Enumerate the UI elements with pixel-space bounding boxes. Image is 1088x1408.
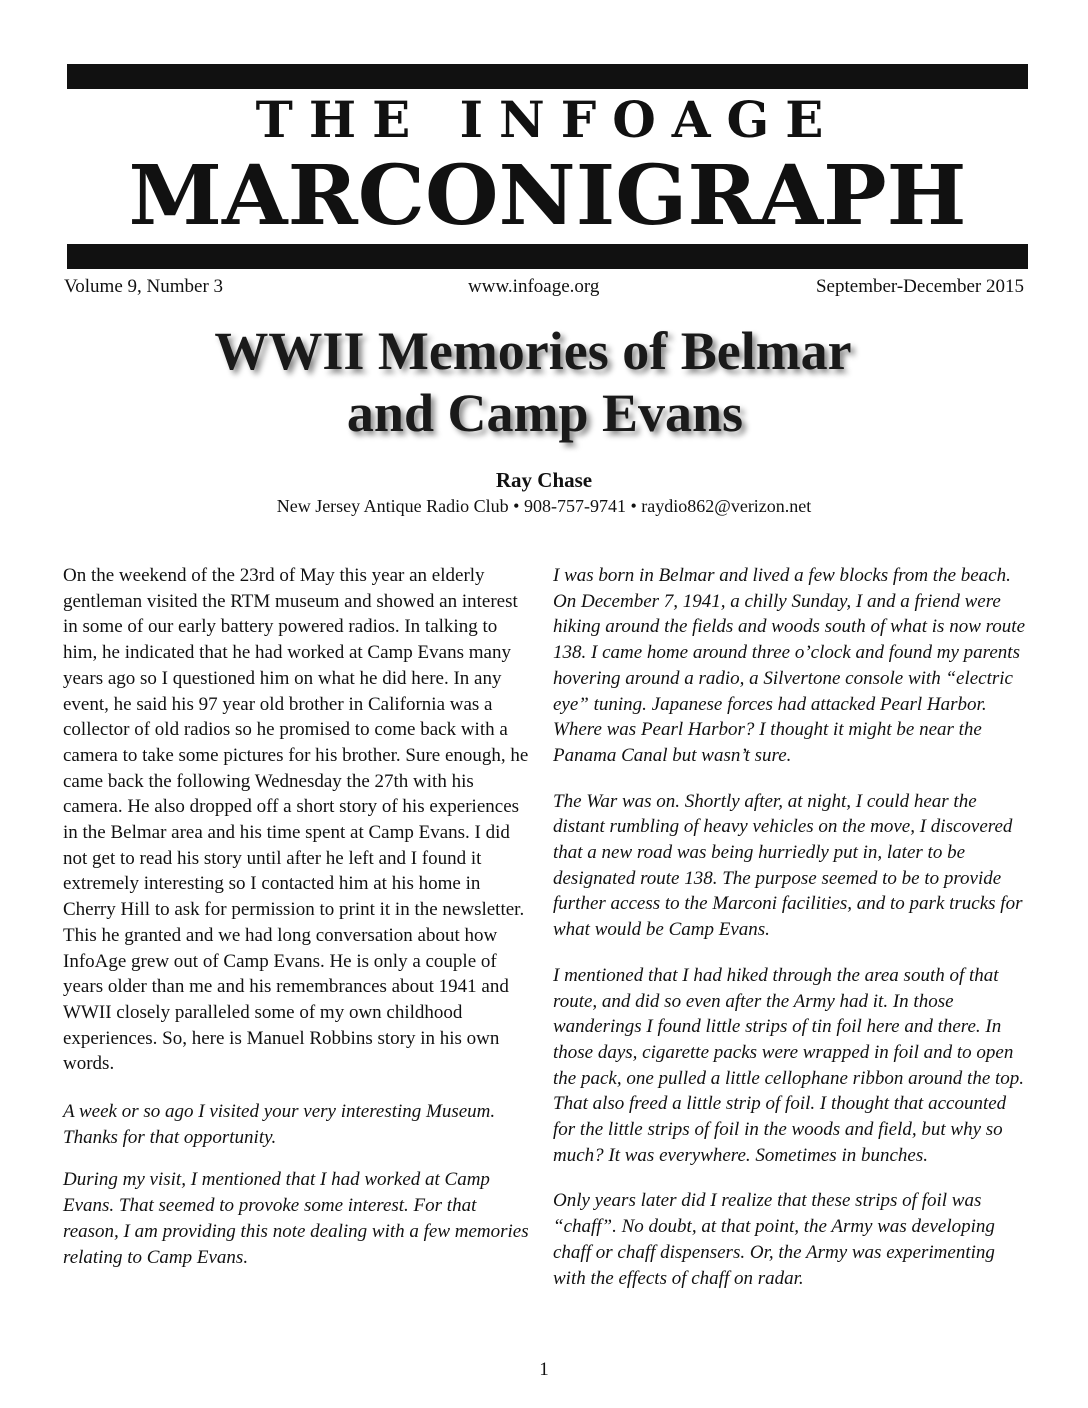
masthead-bottom-bar — [67, 244, 1028, 269]
article-title-line-1: WWII Memories of Belmar — [214, 321, 852, 381]
author-affiliation: New Jersey Antique Radio Club • 908-757-9741 • raydio862@verizon.net — [276, 496, 812, 516]
issue-volume: Volume 9, Number 3 — [64, 276, 224, 297]
masthead-top-bar — [67, 64, 1028, 89]
page-number: 1 — [539, 1359, 549, 1380]
issue-date: September-December 2015 — [815, 276, 1024, 297]
right-column — [553, 563, 1028, 1291]
masthead-line-1: THE INFOAGE — [255, 90, 840, 149]
masthead — [67, 64, 1028, 269]
intro-paragraph: On the weekend of the 23rd of May this year an elderly gentleman visited the RTM museum and showed an interest in some of our early battery powered radios. In talking to him, he indicated that he had worked at Camp Evans many years ago so I questioned him on what he did here. In any event, he said his 97 year old brother in California was a collector of old radios so he promised to come back with a camera to take some pictures for his brother. Sure enough, he came back the following Wednesday the 27th with his camera. He also dropped off a short story of his experiences in the Belmar area and his time spent at Camp Evans. I did not get to read his story until after he left and I found it extremely interesting so I contacted him at his home in Cherry Hill to ask for permission to print it in the newsletter. This he granted and we had long conversation about how InfoAge grew out of Camp Evans. He is only a couple of years older than me and his remembrances about 1941 and WWII closely paralleled some of my own childhood experiences. So, here is Manuel Robbins story in his own words. — [63, 565, 529, 1075]
story-paragraph-4: Only years later did I realize that these strips of foil was “chaff”. No doubt, at that point, the Army was developing chaff or chaff dispensers. Or, the Army was experimenting with the effects of chaff on radar. — [553, 1190, 995, 1289]
quote-paragraph-1: A week or so ago I visited your very interesting Museum. Thanks for that opportunity. — [63, 1101, 496, 1148]
left-column — [63, 563, 533, 1270]
story-paragraph-2: The War was on. Shortly after, at night, I could hear the distant rumbling of heavy vehicles on the move, I discovered that a new road was being hurriedly put in, later to be designated route 138. The purpose seemed to be to provide further access to the Marconi facilities, and to park trucks for what would be Camp Evans. — [553, 790, 1023, 941]
quote-paragraph-2: During my visit, I mentioned that I had worked at Camp Evans. That seemed to provoke some interest. For that reason, I am providing this note dealing with a few memories relating to Camp Evans. — [63, 1169, 529, 1268]
article-title — [120, 320, 970, 444]
masthead-line-2: MARCONIGRAPH — [128, 148, 967, 244]
story-paragraph-3: I mentioned that I had hiked through the area south of that route, and did so even after the Army had it. In those wanderings I found little strips of tin foil here and there. In those days, cigarette packs were wrapped in foil and to open the pack, one pulled a little cellophane ribbon around the top. That also freed a little strip of foil. I thought that accounted for the little strips of foil in the woods and field, but why so much? It was everywhere. Sometimes in bunches. — [553, 964, 1025, 1166]
issue-info — [64, 275, 1024, 299]
article-title-line-2: and Camp Evans — [346, 383, 744, 443]
story-paragraph-1: I was born in Belmar and lived a few blocks from the beach. On December 7, 1941, a chilly Sunday, I and a friend were hiking around the fields and woods south of what is now route 138. I came home around three o’clock and found my parents hovering around a radio, a Silvertone console with “electric eye” tuning. Japanese forces had attacked Pearl Harbor. Where was Pearl Harbor? I thought it might be near the Panama Canal but wasn’t sure. — [553, 565, 1026, 766]
article-author: Ray Chase — [495, 468, 593, 492]
issue-website: www.infoage.org — [468, 276, 600, 297]
